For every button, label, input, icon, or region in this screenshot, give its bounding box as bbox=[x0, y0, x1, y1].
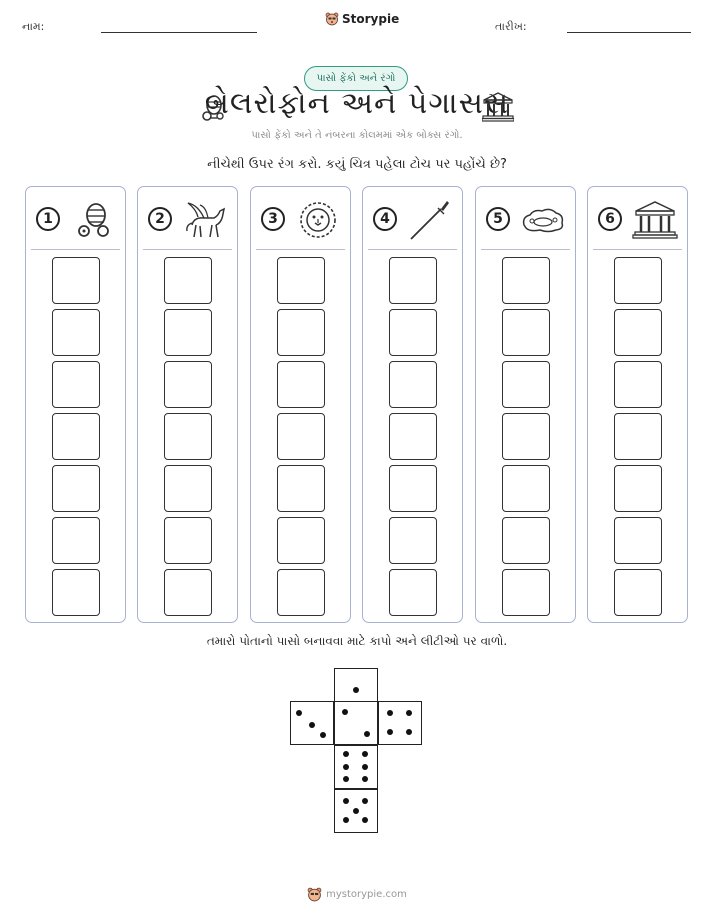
die-pip bbox=[406, 710, 412, 716]
color-box[interactable] bbox=[52, 309, 100, 356]
column-6 bbox=[587, 186, 688, 623]
box-stack bbox=[614, 257, 662, 621]
die-pip bbox=[309, 722, 315, 728]
temple-icon bbox=[632, 199, 678, 241]
column-divider bbox=[31, 249, 120, 250]
color-box[interactable] bbox=[502, 413, 550, 460]
bridle-icon bbox=[70, 199, 116, 241]
column-header bbox=[588, 187, 687, 249]
color-box[interactable] bbox=[164, 361, 212, 408]
box-stack bbox=[502, 257, 550, 621]
die-face bbox=[378, 701, 422, 745]
die-pip bbox=[362, 764, 368, 770]
color-box[interactable] bbox=[389, 361, 437, 408]
color-box[interactable] bbox=[277, 361, 325, 408]
color-box[interactable] bbox=[614, 309, 662, 356]
name-line[interactable] bbox=[101, 32, 257, 33]
die-pip bbox=[343, 776, 349, 782]
die-pip bbox=[343, 751, 349, 757]
color-box[interactable] bbox=[164, 309, 212, 356]
badge: પાસો ફેંકો અને રંગો bbox=[304, 66, 408, 91]
die-pip bbox=[343, 798, 349, 804]
box-stack bbox=[389, 257, 437, 621]
column-header bbox=[363, 187, 462, 249]
die-pip bbox=[364, 731, 370, 737]
brand-name: Storypie bbox=[342, 12, 400, 26]
column-5 bbox=[475, 186, 576, 623]
number-badge: 1 bbox=[36, 207, 60, 231]
color-box[interactable] bbox=[52, 361, 100, 408]
color-box[interactable] bbox=[614, 517, 662, 564]
number-badge: 3 bbox=[261, 207, 285, 231]
box-stack bbox=[277, 257, 325, 621]
color-box[interactable] bbox=[52, 465, 100, 512]
color-box[interactable] bbox=[277, 413, 325, 460]
date-line[interactable] bbox=[567, 32, 691, 33]
column-1 bbox=[25, 186, 126, 623]
color-box[interactable] bbox=[614, 361, 662, 408]
color-box[interactable] bbox=[52, 257, 100, 304]
color-box[interactable] bbox=[52, 517, 100, 564]
color-box[interactable] bbox=[389, 517, 437, 564]
color-box[interactable] bbox=[389, 309, 437, 356]
cut-instruction: તમારો પોતાનો પાસો બનાવવા માટે કાપો અને લીટીઓ પર વાળો. bbox=[206, 634, 508, 648]
bear-mascot-icon bbox=[325, 12, 339, 26]
bear-mascot-icon bbox=[307, 887, 322, 902]
date-label: તારીખ: bbox=[495, 20, 527, 33]
die-pip bbox=[387, 729, 393, 735]
pegasus-icon bbox=[182, 199, 228, 241]
subtitle: પાસો ફેંકો અને તે નંબરના કોલમમાં એક બોક્સ રંગો. bbox=[251, 130, 463, 141]
color-box[interactable] bbox=[502, 465, 550, 512]
color-box[interactable] bbox=[614, 465, 662, 512]
column-header bbox=[251, 187, 350, 249]
die-pip bbox=[296, 710, 302, 716]
die-face bbox=[334, 701, 378, 745]
color-box[interactable] bbox=[389, 257, 437, 304]
color-box[interactable] bbox=[502, 517, 550, 564]
color-box[interactable] bbox=[164, 465, 212, 512]
color-box[interactable] bbox=[502, 569, 550, 616]
color-box[interactable] bbox=[277, 309, 325, 356]
column-divider bbox=[143, 249, 232, 250]
number-badge: 2 bbox=[148, 207, 172, 231]
brand-logo bbox=[325, 12, 399, 26]
number-badge: 5 bbox=[486, 207, 510, 231]
column-header bbox=[138, 187, 237, 249]
number-badge: 4 bbox=[373, 207, 397, 231]
die-pip bbox=[387, 710, 393, 716]
die-pip bbox=[343, 764, 349, 770]
color-box[interactable] bbox=[277, 257, 325, 304]
die-pip bbox=[406, 729, 412, 735]
color-box[interactable] bbox=[164, 517, 212, 564]
temple-icon bbox=[482, 92, 514, 122]
die-pip bbox=[353, 808, 359, 814]
color-box[interactable] bbox=[614, 569, 662, 616]
column-divider bbox=[256, 249, 345, 250]
box-stack bbox=[52, 257, 100, 621]
die-pip bbox=[362, 776, 368, 782]
page-title: બેલરોફોન અને પેગાસસ bbox=[204, 86, 510, 121]
color-box[interactable] bbox=[614, 257, 662, 304]
color-box[interactable] bbox=[277, 517, 325, 564]
die-pip bbox=[353, 687, 359, 693]
column-2 bbox=[137, 186, 238, 623]
color-box[interactable] bbox=[52, 413, 100, 460]
spear-icon bbox=[407, 199, 453, 241]
column-divider bbox=[368, 249, 457, 250]
color-box[interactable] bbox=[277, 465, 325, 512]
column-header bbox=[26, 187, 125, 249]
lion-icon bbox=[295, 199, 341, 241]
die-pip bbox=[362, 817, 368, 823]
instruction: નીચેથી ઉપર રંગ કરો. કયું ચિત્ર પહેલા ટોચ પર પહોંચે છે? bbox=[207, 157, 507, 172]
number-badge: 6 bbox=[598, 207, 622, 231]
die-pip bbox=[362, 751, 368, 757]
die-pip bbox=[342, 709, 348, 715]
color-box[interactable] bbox=[614, 413, 662, 460]
die-face bbox=[290, 701, 334, 745]
die-pip bbox=[320, 732, 326, 738]
die-face bbox=[334, 789, 378, 833]
footer-url[interactable]: mystorypie.com bbox=[326, 889, 407, 900]
color-box[interactable] bbox=[389, 413, 437, 460]
footer bbox=[0, 887, 714, 902]
color-box[interactable] bbox=[164, 569, 212, 616]
name-label: નામ: bbox=[22, 20, 45, 33]
color-box[interactable] bbox=[277, 569, 325, 616]
color-box[interactable] bbox=[164, 413, 212, 460]
column-4 bbox=[362, 186, 463, 623]
color-box[interactable] bbox=[389, 465, 437, 512]
column-divider bbox=[593, 249, 682, 250]
column-3 bbox=[250, 186, 351, 623]
color-box[interactable] bbox=[502, 309, 550, 356]
box-stack bbox=[164, 257, 212, 621]
die-pip bbox=[362, 798, 368, 804]
color-box[interactable] bbox=[502, 257, 550, 304]
color-box[interactable] bbox=[502, 361, 550, 408]
color-box[interactable] bbox=[389, 569, 437, 616]
color-box[interactable] bbox=[164, 257, 212, 304]
die-face bbox=[334, 745, 378, 789]
rocks-icon bbox=[520, 199, 566, 241]
column-divider bbox=[481, 249, 570, 250]
column-header bbox=[476, 187, 575, 249]
die-pip bbox=[343, 817, 349, 823]
color-box[interactable] bbox=[52, 569, 100, 616]
